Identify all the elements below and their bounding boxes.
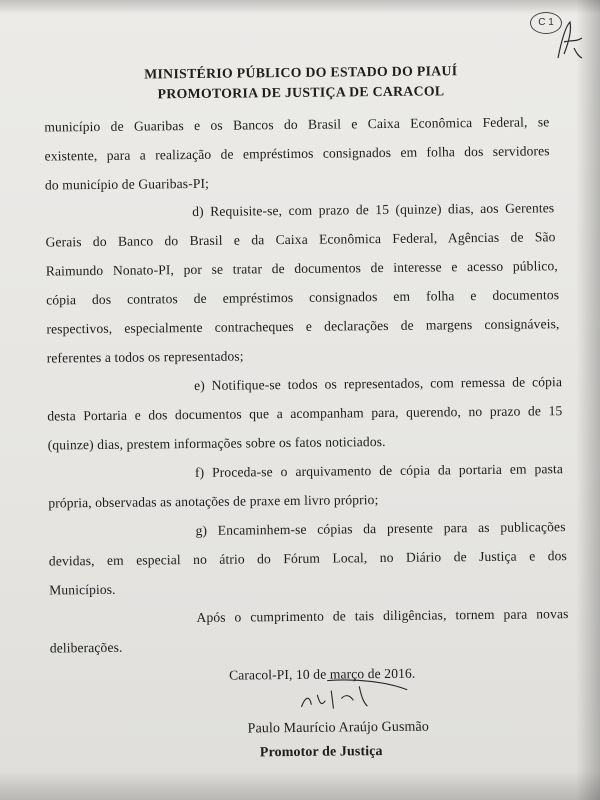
place-date: Caracol-PI, 10 de março de 2016. <box>229 665 416 683</box>
body-line: Gerais do Banco do Brasil e da Caixa Econômica Federal, Agências de São <box>45 229 556 250</box>
signatory-title: Promotor de Justiça <box>259 744 383 761</box>
body-line: referentes a todos os representados; <box>46 348 244 366</box>
page-shadow-top <box>0 0 600 14</box>
body-line: própria, observadas as anotações de praxe em livro próprio; <box>48 492 379 511</box>
page-shadow-right <box>576 0 600 800</box>
body-line: Após o cumprimento de tais diligências, tornem para novas <box>196 606 569 625</box>
body-line: existente, para a realização de empréstimos consignados em folha dos servidores <box>44 143 550 164</box>
body-line: cópia dos contratos de empréstimos consignados em folha e documentos <box>46 287 560 308</box>
body-line: devidas, em especial no átrio do Fórum Local, no Diário de Justiça e dos <box>48 548 567 569</box>
body-line: do município de Guaribas-PI; <box>44 175 210 193</box>
signature-scribble <box>297 676 417 717</box>
body-line: g) Encaminhem-se cópias da presente para as publicações <box>195 519 566 538</box>
page-shadow-bottom <box>0 770 600 800</box>
page-number-stamp: C 1 <box>530 12 562 34</box>
body-line: respectivos, especialmente contracheques e declarações de margens consignáveis, <box>46 316 560 337</box>
header-office: PROMOTORIA DE JUSTIÇA DE CARACOL <box>157 83 445 102</box>
header-institution: MINISTÉRIO PÚBLICO DO ESTADO DO PIAUÍ <box>144 63 458 82</box>
body-line: Raimundo Nonato-PI, por se tratar de documentos de interesse e acesso público, <box>45 258 558 279</box>
body-line: e) Notifique-se todos os representados, com remessa de cópia <box>193 374 563 393</box>
body-line: (quinze) dias, prestem informações sobre os fatos noticiados. <box>47 433 386 453</box>
body-line: f) Proceda-se o arquivamento de cópia da portaria em pasta <box>194 461 564 480</box>
body-line: desta Portaria e dos documentos que a acompanham para, querendo, no prazo de 15 <box>47 403 563 424</box>
body-line: deliberações. <box>49 639 123 656</box>
body-line: município de Guaribas e os Bancos do Brasil e Caixa Econômica Federal, se <box>44 114 550 135</box>
body-line: Municípios. <box>49 581 116 598</box>
body-line: d) Requisite-se, com prazo de 15 (quinze) dias, aos Gerentes <box>192 200 555 219</box>
signatory-name: Paulo Maurício Araújo Gusmão <box>247 719 429 737</box>
